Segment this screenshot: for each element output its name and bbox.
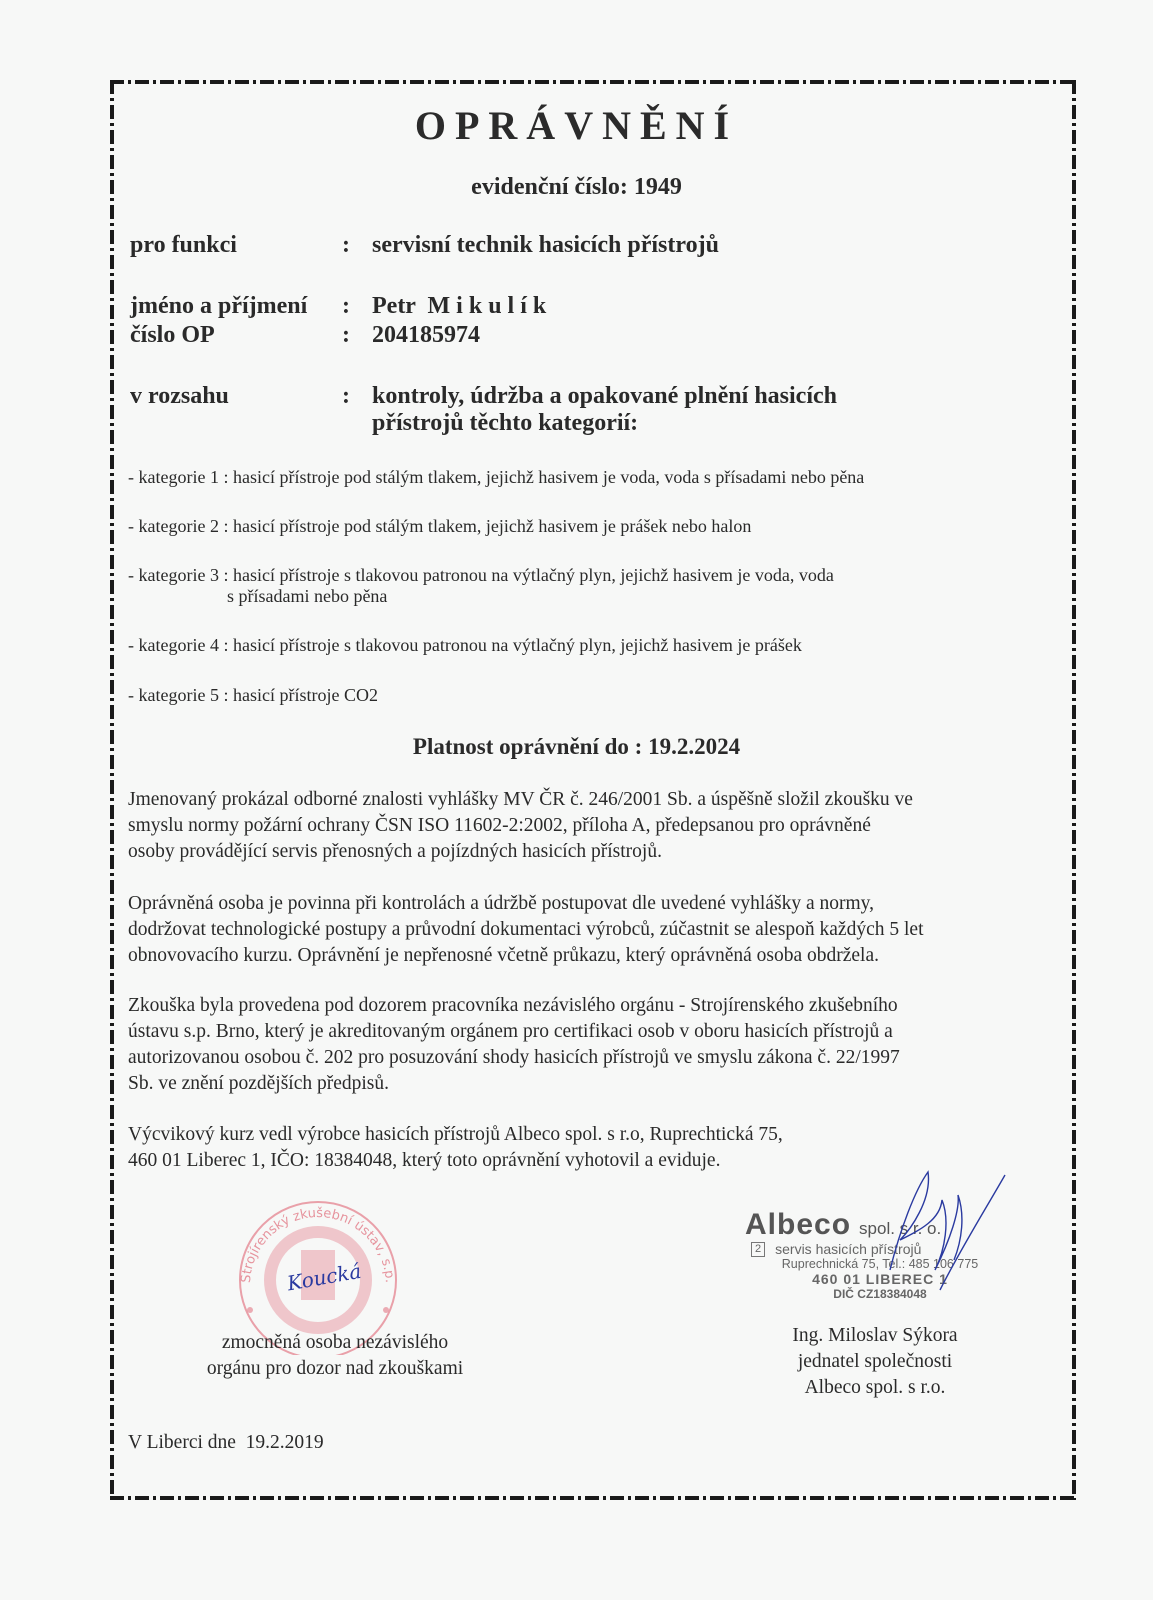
paragraph-line: osoby provádějící servis přenosných a pojízdných hasicích přístrojů. (128, 841, 662, 862)
field-label: číslo OP (130, 322, 215, 348)
document-title: OPRÁVNĚNÍ (414, 103, 739, 148)
paragraph-line: obnovovacího kurzu. Oprávnění je nepřenosné včetně průkazu, který oprávněná osoba obdržela. (128, 945, 880, 966)
paragraph-line: Zkouška byla provedena pod dozorem pracovníka nezávislého orgánu - Strojírenského zkušebního (128, 995, 898, 1016)
paragraph-qualification (128, 787, 1048, 865)
paragraph-line: Oprávněná osoba je povinna při kontrolách a údržbě postupovat dle uvedené vyhlášky a normy, (128, 893, 875, 914)
company-city: 460 01 LIBEREC 1 (812, 1271, 948, 1287)
category-item (128, 685, 378, 706)
category-text: hasicí přístroje s tlakovou patronou na výtlačný plyn, jejichž hasivem je prášek (232, 635, 802, 655)
evidence-number (0, 174, 1153, 201)
caption-line: zmocněná osoba nezávislého (221, 1332, 449, 1353)
field-value (372, 383, 837, 437)
paragraph-exam (128, 993, 1048, 1097)
paragraph-line: Sb. ve znění pozdějších předpisů. (128, 1073, 390, 1094)
company-dic: DIČ CZ18384048 (833, 1287, 927, 1301)
category-text: hasicí přístroje pod stálým tlakem, jejichž hasivem je prášek nebo halon (232, 516, 752, 536)
field-value: servisní technik hasicích přístrojů (372, 232, 719, 258)
category-label: - kategorie 3 : (128, 565, 233, 585)
category-item (128, 565, 834, 607)
signature-stroke (890, 1172, 1005, 1290)
signer-role: jednatel společnosti (797, 1351, 953, 1372)
validity (0, 734, 1153, 760)
validity-label: Platnost oprávnění do : (412, 734, 643, 759)
border-bottom (110, 1496, 1076, 1500)
paragraph-line: 460 01 Liberec 1, IČO: 18384048, který toto oprávnění vyhotovil a eviduje. (128, 1150, 721, 1171)
stamp-text: Strojírenský zkušební ústav, s.p. (238, 1205, 397, 1284)
field-colon: : (342, 293, 350, 319)
category-text-line2: s přísadami nebo pěna (226, 586, 388, 606)
stamp-box-number: 2 (751, 1242, 765, 1257)
place-and-date: V Liberci dne 19.2.2019 (128, 1432, 324, 1453)
field-function (130, 232, 719, 259)
evidence-number-label: evidenční číslo: (471, 174, 628, 200)
evidence-number-value: 1949 (633, 174, 682, 200)
field-value: Petr M i k u l í k (372, 293, 547, 319)
paragraph-line: Výcvikový kurz vedl výrobce hasicích přístrojů Albeco spol. s r.o, Ruprechtická 75, (128, 1124, 783, 1145)
category-text: hasicí přístroje pod stálým tlakem, jejichž hasivem je voda, voda s přísadami nebo pěna (232, 467, 865, 487)
paragraph-line: ústavu s.p. Brno, který je akreditovaným orgánem pro certifikaci osob v oboru hasicích přístrojů a (128, 1021, 893, 1042)
field-colon: : (342, 232, 350, 258)
category-label: - kategorie 4 : (128, 635, 233, 655)
field-colon: : (342, 383, 350, 409)
paragraph-line: autorizovanou osobou č. 202 pro posuzování shody hasicích přístrojů ve smyslu zákona č. 22/1997 (128, 1047, 900, 1068)
field-scope (130, 383, 837, 437)
paragraph-line: Jmenovaný prokázal odborné znalosti vyhlášky MV ČR č. 246/2001 Sb. a úspěšně složil zkoušku ve (128, 789, 913, 810)
field-label: pro funkci (130, 232, 237, 258)
field-id-number (130, 322, 480, 349)
company-address: Ruprechnická 75, Tel.: 485 106 775 (781, 1257, 979, 1271)
signer-company: Albeco spol. s r.o. (804, 1377, 946, 1398)
border-top (110, 80, 1076, 84)
company-service: servis hasicích přístrojů (775, 1241, 922, 1257)
category-text-line1: hasicí přístroje s tlakovou patronou na výtlačný plyn, jejichž hasivem je voda, voda (232, 565, 834, 585)
field-colon: : (342, 322, 350, 348)
field-name (130, 293, 546, 320)
category-item (128, 635, 802, 656)
paragraph-line: dodržovat technologické postupy a průvodní dokumentaci výrobců, zúčastnit se alespoň každých 5 let (128, 919, 924, 940)
field-value-line1: kontroly, údržba a opakované plnění hasicích (372, 383, 837, 409)
category-text: hasicí přístroje CO2 (232, 685, 378, 705)
field-value: 204185974 (372, 322, 480, 348)
category-label: - kategorie 2 : (128, 516, 233, 536)
field-label: jméno a příjmení (130, 293, 308, 319)
handwritten-signature-albeco (880, 1160, 1010, 1295)
caption-line: orgánu pro dozor nad zkouškami (206, 1358, 464, 1379)
field-label: v rozsahu (130, 383, 229, 409)
company-brand: Albeco (745, 1208, 852, 1241)
category-item (128, 516, 751, 537)
signer-name: Ing. Miloslav Sýkora (792, 1325, 958, 1346)
category-item (128, 467, 864, 488)
paragraph-line: smyslu normy požární ochrany ČSN ISO 11602-2:2002, příloha A, předepsanou pro oprávněné (128, 815, 871, 836)
border-right (1072, 80, 1076, 1500)
validity-date: 19.2.2024 (648, 734, 741, 759)
category-label: - kategorie 1 : (128, 467, 233, 487)
company-suffix: spol. s r. o. (859, 1219, 942, 1238)
border-left (110, 80, 114, 1500)
handwritten-signature: Koucká (285, 1258, 363, 1296)
left-signature-caption (170, 1330, 500, 1382)
paragraph-obligations (128, 891, 1048, 969)
category-label: - kategorie 5 : (128, 685, 233, 705)
right-signature-block (760, 1323, 990, 1401)
field-value-line2: přístrojů těchto kategorií: (372, 410, 639, 436)
category-text (226, 565, 834, 607)
